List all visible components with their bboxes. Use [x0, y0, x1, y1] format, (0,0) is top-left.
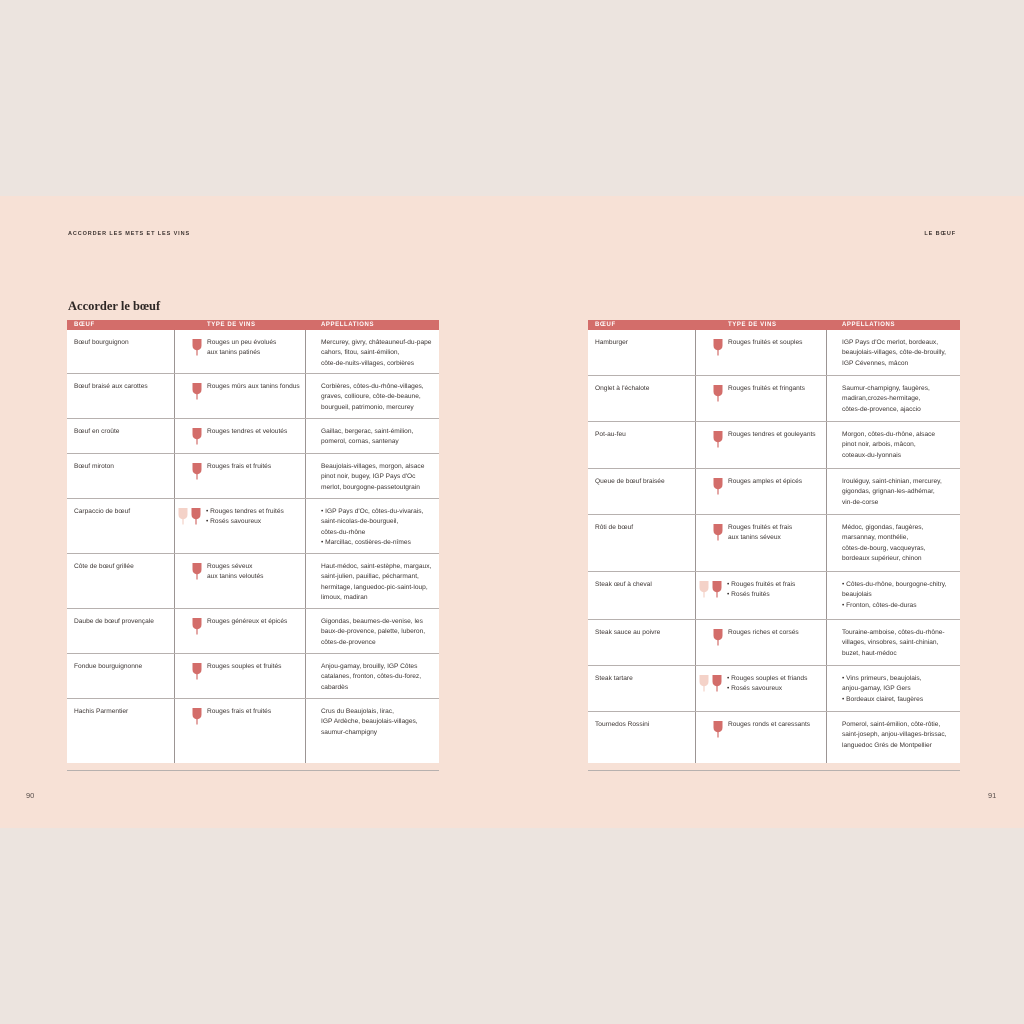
dish-name: Daube de bœuf provençale: [74, 618, 154, 625]
wine-glass-icons: [713, 524, 723, 541]
red-wine-glass-icon: [192, 463, 202, 480]
dish-name: Côte de bœuf grillée: [74, 563, 134, 570]
wine-glass-icons: [192, 463, 202, 480]
wine-glass-icons: [699, 675, 722, 692]
dish-name: Fondue bourguignonne: [74, 663, 143, 670]
wine-type: • Rouges fruités et frais • Rosés fruités: [727, 581, 796, 599]
rose-wine-glass-icon: [699, 581, 709, 598]
appellations: Saumur-champigny, faugères, madiran,crozes-hermitage, côtes-de-provence, ajaccio: [842, 385, 930, 413]
dish-name: Steak œuf à cheval: [595, 581, 652, 588]
appellations: Touraine-amboise, côtes-du-rhône- villages, vinsobres, saint-chinian, buzet, haut-médoc: [842, 629, 945, 657]
appellations: • Vins primeurs, beaujolais, anjou-gamay, IGP Gers • Bordeaux clairet, faugères: [842, 675, 924, 703]
red-wine-glass-icon: [713, 478, 723, 495]
appellations: Mercurey, givry, châteauneuf-du-pape cahors, fitou, saint-émilion, côte-de-nuits-villages, corbières: [321, 339, 432, 367]
appellations: Beaujolais-villages, morgon, alsace pinot noir, bugey, IGP Pays d'Oc merlot, bourgogne-passetoutgrain: [321, 463, 425, 491]
wine-glass-icons: [713, 629, 723, 646]
wine-glass-icons: [713, 721, 723, 738]
red-wine-glass-icon: [713, 721, 723, 738]
table-row: [588, 515, 960, 572]
red-wine-glass-icon: [192, 663, 202, 680]
red-wine-glass-icon: [713, 385, 723, 402]
dish-name: Queue de bœuf braisée: [595, 478, 665, 485]
wine-glass-icons: [192, 663, 202, 680]
wine-glass-icons: [713, 431, 723, 448]
running-head-right: LE BŒUF: [924, 231, 956, 237]
dish-name: Bœuf braisé aux carottes: [74, 383, 148, 390]
wine-type: Rouges fruités et fringants: [728, 385, 805, 392]
wine-type: Rouges tendres et veloutés: [207, 428, 288, 435]
appellations: Gaillac, bergerac, saint-émilion, pomerol, cornas, santenay: [321, 428, 414, 446]
wine-glass-icons: [192, 563, 202, 580]
page-number-left: 90: [26, 791, 35, 800]
red-wine-glass-icon: [192, 383, 202, 400]
red-wine-glass-icon: [712, 581, 722, 598]
dish-name: Steak sauce au poivre: [595, 629, 661, 636]
dish-name: Steak tartare: [595, 675, 633, 682]
wine-type: Rouges riches et corsés: [728, 629, 799, 636]
wine-type: Rouges frais et fruités: [207, 463, 272, 470]
table-row: [67, 419, 439, 454]
appellations: • Côtes-du-rhône, bourgogne-chitry, beaujolais • Fronton, côtes-de-duras: [842, 581, 947, 609]
wine-type: Rouges un peu évolués aux tanins patinés: [207, 339, 277, 357]
wine-type: Rouges tendres et gouleyants: [728, 431, 816, 438]
rose-wine-glass-icon: [178, 508, 188, 525]
table-row: [67, 699, 439, 771]
wine-glass-icons: [192, 618, 202, 635]
table-body: [67, 330, 439, 771]
column-header-dish: BŒUF: [595, 321, 616, 328]
wine-glass-icons: [192, 428, 202, 445]
rose-wine-glass-icon: [699, 675, 709, 692]
wine-type: • Rouges souples et friands • Rosés savoureux: [727, 675, 808, 693]
appellations: • IGP Pays d'Oc, côtes-du-vivarais, saint-nicolas-de-bourgueil, côtes-du-rhône • Marcillac, costières-de-nîmes: [321, 508, 424, 546]
table-row: [67, 554, 439, 609]
wine-glass-icons: [192, 383, 202, 400]
dish-name: Tournedos Rossini: [595, 721, 650, 728]
dish-name: Carpaccio de bœuf: [74, 508, 131, 515]
table-row: [588, 620, 960, 666]
table-header: [67, 320, 439, 330]
table-row: [588, 376, 960, 422]
dish-name: Pot-au-feu: [595, 431, 626, 438]
pairing-table-right: [588, 320, 960, 763]
dish-name: Bœuf bourguignon: [74, 339, 129, 346]
dish-name: Hamburger: [595, 339, 628, 346]
column-header-dish: BŒUF: [74, 321, 95, 328]
dish-name: Hachis Parmentier: [74, 708, 129, 715]
wine-type: Rouges mûrs aux tanins fondus: [207, 383, 300, 390]
table-row: [588, 330, 960, 376]
appellations: Gigondas, beaumes-de-venise, les baux-de-provence, palette, luberon, côtes-de-provence: [321, 618, 426, 646]
red-wine-glass-icon: [192, 428, 202, 445]
wine-type: Rouges généreux et épicés: [207, 618, 288, 625]
wine-type: Rouges amples et épicés: [728, 478, 803, 485]
wine-glass-icons: [192, 708, 202, 725]
wine-glass-icons: [713, 339, 723, 356]
table-body: [588, 330, 960, 771]
red-wine-glass-icon: [712, 675, 722, 692]
table-row: [67, 654, 439, 699]
wine-glass-icons: [192, 339, 202, 356]
pairing-table-left: [67, 320, 439, 763]
appellations: Haut-médoc, saint-estèphe, margaux, saint-julien, pauillac, pécharmant, hermitage, languedoc-pic-saint-loup, limoux, madiran: [321, 563, 432, 601]
wine-type: Rouges souples et fruités: [207, 663, 282, 670]
table-row: [588, 469, 960, 515]
appellations: Pomerol, saint-émilion, côte-rôtie, saint-joseph, anjou-villages-brissac, languedoc Grés de Montpellier: [842, 721, 947, 749]
wine-glass-icons: [699, 581, 722, 598]
dish-name: Bœuf miroton: [74, 463, 114, 470]
running-head-left: ACCORDER LES METS ET LES VINS: [68, 231, 191, 237]
red-wine-glass-icon: [713, 629, 723, 646]
appellations: IGP Pays d'Oc merlot, bordeaux, beaujolais-villages, côte-de-brouilly, IGP Cévennes, mâcon: [842, 339, 946, 367]
red-wine-glass-icon: [713, 524, 723, 541]
page-number-right: 91: [988, 791, 997, 800]
table-row: [588, 666, 960, 712]
wine-type: Rouges ronds et caressants: [728, 721, 811, 728]
wine-type: • Rouges tendres et fruités • Rosés savoureux: [206, 508, 284, 526]
table-row: [588, 712, 960, 771]
appellations: Crus du Beaujolais, lirac, IGP Ardèche, beaujolais-villages, saumur-champigny: [321, 708, 418, 736]
red-wine-glass-icon: [192, 618, 202, 635]
wine-type: Rouges fruités et frais aux tanins séveux: [728, 524, 793, 542]
dish-name: Bœuf en croûte: [74, 428, 120, 435]
table-row: [588, 422, 960, 469]
table-row: [588, 572, 960, 620]
dish-name: Onglet à l'échalote: [595, 385, 650, 392]
wine-glass-icons: [713, 478, 723, 495]
wine-type: Rouges frais et fruités: [207, 708, 272, 715]
red-wine-glass-icon: [713, 431, 723, 448]
column-header-wine-type: TYPE DE VINS: [728, 321, 777, 328]
wine-type: Rouges fruités et souples: [728, 339, 803, 346]
appellations: Irouléguy, saint-chinian, mercurey, gigondas, grignan-les-adhémar, vin-de-corse: [842, 478, 942, 506]
red-wine-glass-icon: [192, 563, 202, 580]
wine-glass-icons: [178, 508, 201, 525]
red-wine-glass-icon: [713, 339, 723, 356]
column-header-wine-type: TYPE DE VINS: [207, 321, 256, 328]
appellations: Corbières, côtes-du-rhône-villages, graves, collioure, côte-de-beaune, bourgueil, patrimonio, mercurey: [321, 383, 424, 411]
table-row: [67, 454, 439, 499]
appellations: Anjou-gamay, brouilly, IGP Côtes catalanes, fronton, côtes-du-forez, cabardès: [321, 663, 422, 691]
column-header-appellations: APPELLATIONS: [321, 321, 375, 328]
table-row: [67, 374, 439, 419]
red-wine-glass-icon: [191, 508, 201, 525]
table-row: [67, 609, 439, 654]
appellations: Médoc, gigondas, faugères, marsannay, monthélie, côtes-de-bourg, vacqueyras, bordeaux supérieur, chinon: [842, 524, 926, 562]
table-row: [67, 499, 439, 554]
wine-glass-icons: [713, 385, 723, 402]
column-header-appellations: APPELLATIONS: [842, 321, 896, 328]
red-wine-glass-icon: [192, 339, 202, 356]
red-wine-glass-icon: [192, 708, 202, 725]
dish-name: Rôti de bœuf: [595, 524, 634, 531]
appellations: Morgon, côtes-du-rhône, alsace pinot noir, arbois, mâcon, coteaux-du-lyonnais: [842, 431, 936, 459]
wine-type: Rouges séveux aux tanins veloutés: [207, 563, 264, 581]
table-header: [588, 320, 960, 330]
page-title: Accorder le bœuf: [68, 299, 161, 313]
table-row: [67, 330, 439, 374]
